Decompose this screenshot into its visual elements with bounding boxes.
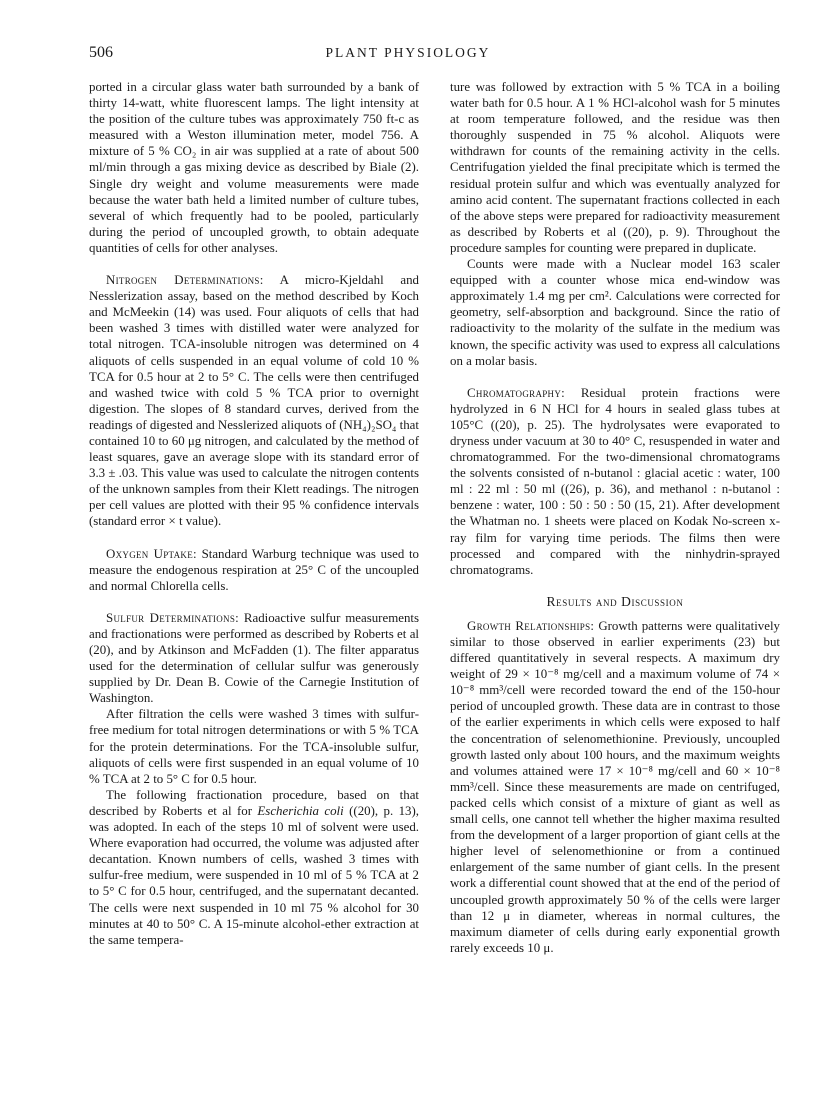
sulfur-heading: Sulfur Determinations: [106, 610, 240, 625]
paragraph-oxygen [89, 546, 419, 594]
growth-text: Growth patterns were qualitatively similar to those observed in earlier experiments (23) but differed quantitatively in several respects. A maximum dry weight of 29 × 10⁻⁸ mg/cell and a maximum volume of 74 × 10⁻⁸ mm³/cell were recorded toward the end of the 150-hour period of uncoupled growth. These data are in contrast to those of the earlier experiments in which cells were exposed to half the concentration of selenomethionine. Previously, uncoupled growth lasted only about 100 hours, and the maximum weights and volumes attained were 17 × 10⁻⁸ mg/cell and 60 × 10⁻⁸ mm³/cell. Since these measurements are made on centrifuged, packed cells which consist of a mixture of giant as well as small cells, one cannot tell whether the higher maxima resulted from the development of a larger proportion of giant cells at the higher level of selenomethionine or from a continued enlargement of the same number of giant cells. In the present work a differential count showed that at the end of the period of uncoupled growth approximately 50 % of the cells were larger than 12 μ in diameter, whereas in normal cultures, the maximum diameter of cells during early exponential growth rarely exceeds 10 μ. [450, 618, 780, 955]
paragraph-chromatography [450, 385, 780, 578]
growth-heading: Growth Relationships: [467, 618, 595, 633]
paragraph-sulfur [89, 610, 419, 707]
paragraph-fraction-continued: ture was followed by extraction with 5 % TCA in a boiling water bath for 0.5 hour. A 1 % HCl-alcohol wash for 5 minutes at room temperature followed, and the residue was then thoroughly suspended in 75 % alcohol. Aliquots were withdrawn for counts of the remaining activity in the cells. Centrifugation yielded the final precipitate which is termed the residual protein sulfur and which was eventually analyzed for amino acid content. The supernatant fractions collected in each of the above steps were prepared for radioactivity measurement as described by Roberts et al ((20), p. 9). Throughout the procedure samples for counting were prepared in duplicate. [450, 80, 780, 255]
oxygen-text: Standard Warburg technique was used to measure the endogenous respiration at 25° C of the uncoupled and normal Chlorella cells. [89, 546, 419, 593]
page-number: 506 [89, 44, 113, 61]
paragraph-counts: Counts were made with a Nuclear model 163 scaler equipped with a counter whose mica end-window was approximately 1.4 mg per cm². Calculations were corrected for geometry, self-absorption and background. Since the ratio of radioactivity to the molarity of the sulfate in the medium was known, the specific activity was used to express all calculations on a molar basis. [450, 257, 780, 368]
paragraph-growth [450, 618, 780, 956]
results-heading: Results and Discussion [546, 593, 684, 609]
paragraph-lighting: ported in a circular glass water bath surrounded by a bank of thirty 14-watt, white fluorescent lamps. The light intensity at the position of the culture tubes was approximately 750 ft-c as measured with a Weston illumination meter, model 756. A mixture of 5 % CO₂ in air was supplied at a rate of about 500 ml/min through a gas mixing device as described by Biale (2). Single dry weight and volume measurements were made because the water bath held a limited number of culture tubes, several of which frequently had to be pooled, particularly during the period of uncoupled growth, to obtain adequate quantities of cells for other analyses. [89, 80, 419, 255]
sulfur-text: Radioactive sulfur measurements and fractionations were performed as described by Roberts et al (20), and by Atkinson and McFadden (1). The filter apparatus used for the determination of cellular sulfur was generously supplied by Dr. Dean B. Cowie of the Carnegie Institution of Washington. [89, 610, 419, 706]
chromatography-text: Residual protein fractions were hydrolyzed in 6 N HCl for 4 hours in sealed glass tubes at 105°C ((20), p. 25). The hydrolysates were evaporated to dryness under vacuum at 30 to 40° C, resuspended in water and chromatogrammed. For the two-dimensional chromatograms the solvents consisted of n-butanol : glacial acetic : water, 100 ml : 22 ml : 50 ml ((26), p. 36), and methanol : n-butanol : benzene : water, 100 : 50 : 50 : 50 (15, 21). After development the Whatman no. 1 sheets were placed on Kodak No-screen x-ray film for varying time periods. The films then were processed and compared with the ninhydrin-sprayed chromatograms. [450, 385, 780, 577]
nitrogen-text: A micro-Kjeldahl and Nesslerization assay, based on the method described by Koch and McMeekin (14) was used. Four aliquots of cells that had been washed 3 times with distilled water were analyzed for total nitrogen. TCA-insoluble nitrogen was determined on 4 aliquots of cells suspended in an equal volume of cold 10 % TCA for 0.5 hour at 2 to 5° C. The cells were then centrifuged and washed twice with cold 5 % TCA prior to overnight digestion. The slopes of 8 standard curves, derived from the readings of digested and Nesslerized aliquots of (NH₄)₂SO₄ that contained 10 to 60 μg nitrogen, and calculated by the method of least squares, gave an average slope with its standard error of 3.3 ± .03. This value was used to calculate the nitrogen contents of the unknown samples from their Klett readings. The nitrogen per cell values are plotted with their 95 % confidence intervals (standard error × t value). [89, 273, 419, 529]
paragraph-nitrogen [89, 272, 419, 530]
oxygen-heading: Oxygen Uptake: [106, 546, 197, 561]
organism-name: Escherichia coli [257, 803, 344, 818]
right-column [450, 79, 780, 956]
fractionation-text-b: ((20), p. 13), was adopted. In each of the steps 10 ml of solvent were used. Where evaporation had occurred, the volume was adjusted after decantation. Known numbers of cells, washed 3 times with sulfur-free medium, were suspended in 10 ml of 5 % TCA at 2 to 5° C for 0.5 hour, centrifuged, and the supernatant decanted. The cells were next suspended in 10 ml 75 % alcohol for 30 minutes at 40 to 50° C. A 15-minute alcohol-ether extraction at the same tempera- [89, 803, 420, 947]
paragraph-fractionation [89, 787, 419, 948]
left-column [89, 79, 419, 948]
fractionation-text-a: The following fractionation procedure, based on that described by Roberts et al for [89, 787, 419, 818]
chromatography-heading: Chromatography: [467, 385, 566, 400]
nitrogen-heading: Nitrogen Determinations: [106, 273, 264, 288]
paragraph-filtration: After filtration the cells were washed 3 times with sulfur-free medium for total nitrogen determinations or with 5 % TCA for the protein determinations. For the TCA-insoluble sulfur, aliquots of cells were first suspended in an equal volume of 10 % TCA at 2 to 5° C for 0.5 hour. [89, 707, 419, 786]
running-head: PLANT PHYSIOLOGY [325, 45, 491, 60]
